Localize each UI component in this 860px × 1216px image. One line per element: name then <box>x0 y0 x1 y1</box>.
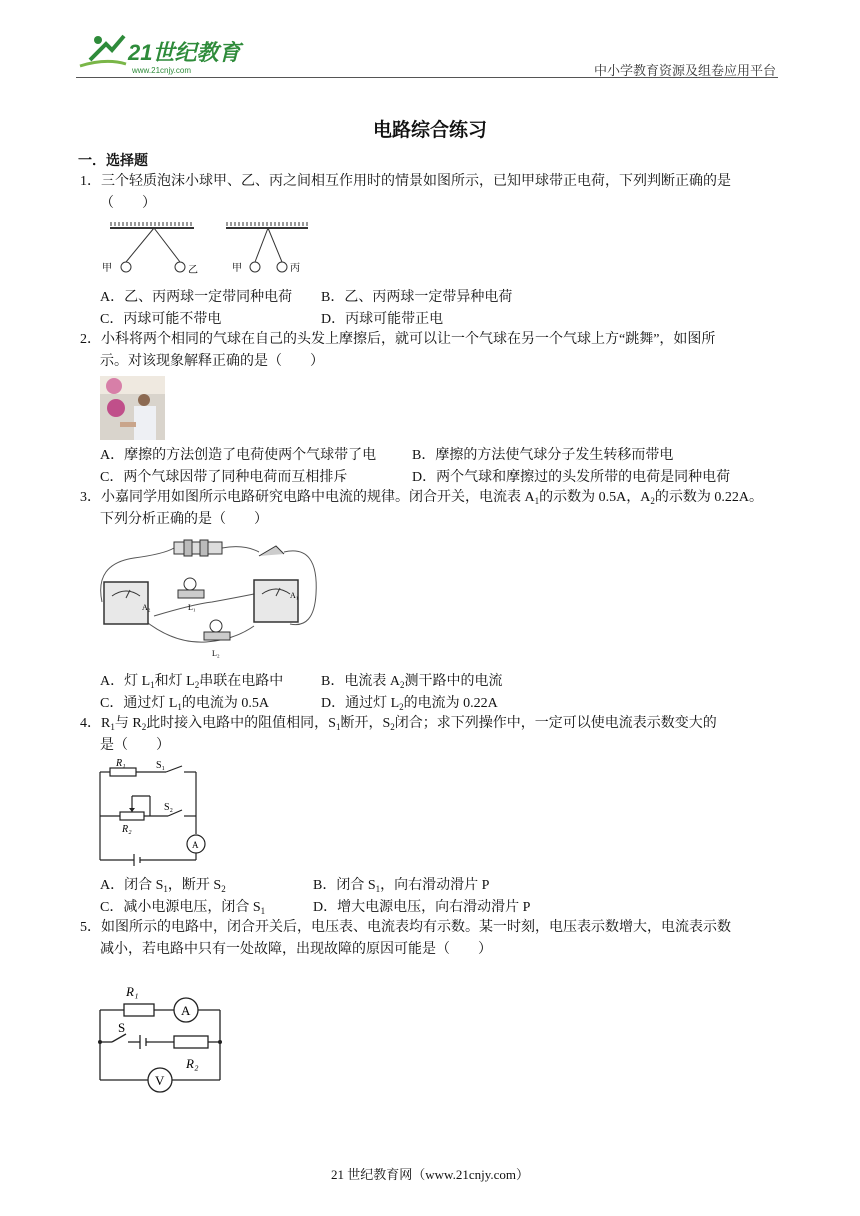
q1-figure <box>98 222 318 283</box>
q3-stem-line1: 3．小嘉同学用如图所示电路研究电路中电流的规律。闭合开关，电流表 $A_1$的示数为 0.5A，$A_2$的示数为 0.22A。 <box>80 490 763 506</box>
page-footer: 21 世纪教育网（www.21cnjy.com） <box>331 1167 529 1182</box>
q4-stem-line1: 4．$R_1$与 $R_2$此时接入电路中的阻值相同，$S_1$断开，$S_2$闭合；求下列操作中，一定可以使电流表示数变大的 <box>80 716 717 732</box>
q3-option-a[interactable]: A．灯 $L_1$和灯 $L_2$串联在电路中 <box>100 674 284 690</box>
q2-stem-line1: 2．小科将两个相同的气球在自己的头发上摩擦后，就可以让一个气球在另一个气球上方“跳舞”，如图所 <box>80 332 716 347</box>
q1-option-d[interactable]: D．丙球可能带正电 <box>321 312 444 327</box>
section-heading: 一．选择题 <box>78 154 148 169</box>
q1-fig-label-bing: 丙 <box>290 263 300 274</box>
q5-stem-line1: 5．如图所示的电路中，闭合开关后，电压表、电流表均有示数。某一时刻，电压表示数增大，电流表示数 <box>80 920 731 935</box>
logo-url: www.21cnjy.com <box>132 66 191 75</box>
q4-fig-label-r2: R₂ <box>122 824 132 835</box>
q1-fig-label-jia2: 甲 <box>232 263 242 274</box>
page-title: 电路综合练习 <box>372 120 487 141</box>
q4-fig-label-s2: S₂ <box>164 802 174 813</box>
q1-stem-line2: （ ） <box>100 196 156 211</box>
q4-option-d[interactable]: D．增大电源电压，向右滑动滑片 P <box>313 900 531 915</box>
q1-fig-label-jia: 甲 <box>102 263 112 274</box>
q3-option-b[interactable]: B．电流表 $A_2$测干路中的电流 <box>321 674 503 690</box>
q2-option-c[interactable]: C．两个气球因带了同种电荷而互相排斥 <box>100 470 348 485</box>
q3-option-d[interactable]: D．通过灯 $L_2$的电流为 0.22A <box>321 696 498 712</box>
q1-option-c[interactable]: C．丙球可能不带电 <box>100 312 222 327</box>
q4-fig-label-s1: S₁ <box>156 760 166 771</box>
q1-option-a[interactable]: A．乙、丙两球一定带同种电荷 <box>100 290 293 305</box>
q5-circuit-figure <box>94 976 234 1101</box>
q4-option-a[interactable]: A．闭合 $S_1$，断开 $S_2$ <box>100 878 226 894</box>
q2-option-d[interactable]: D．两个气球和摩擦过的头发所带的电荷是同种电荷 <box>412 470 731 485</box>
q5-fig-label-voltmeter: V <box>155 1073 165 1088</box>
q4-circuit-figure <box>94 756 214 871</box>
q3-fig-label-l2: L₂ <box>212 649 220 658</box>
q5-fig-label-r1: R₁ <box>126 984 139 999</box>
q5-fig-label-ammeter: A <box>181 1003 191 1018</box>
q4-option-b[interactable]: B．闭合 $S_1$，向右滑动滑片 P <box>313 878 490 894</box>
q5-fig-label-r2: R₂ <box>186 1056 199 1071</box>
q2-option-b[interactable]: B．摩擦的方法使气球分子发生转移而带电 <box>412 448 674 463</box>
q4-fig-label-ammeter: A <box>192 840 199 850</box>
q1-fig-label-yi: 乙 <box>188 265 198 276</box>
q3-option-c[interactable]: C．通过灯 $L_1$的电流为 0.5A <box>100 696 270 712</box>
q2-option-a[interactable]: A．摩擦的方法创造了电荷使两个气球带了电 <box>100 448 377 463</box>
q4-option-c[interactable]: C．减小电源电压，闭合 $S_1$ <box>100 900 266 916</box>
q2-stem-line2: 示。对该现象解释正确的是（ ） <box>100 354 324 369</box>
q1-stem-line1: 1．三个轻质泡沫小球甲、乙、丙之间相互作用时的情景如图所示，已知甲球带正电荷，下列判断正确的是 <box>80 174 731 189</box>
q3-fig-label-a2: A₂ <box>142 603 151 612</box>
q1-option-b[interactable]: B．乙、丙两球一定带异种电荷 <box>321 290 513 305</box>
q5-fig-label-s: S <box>118 1020 126 1035</box>
q3-fig-label-a1: A₁ <box>290 591 299 600</box>
q3-circuit-figure <box>94 534 324 669</box>
q3-stem-line2: 下列分析正确的是（ ） <box>100 512 268 527</box>
q4-fig-label-r1: R₁ <box>116 758 126 769</box>
q2-photo <box>100 376 165 445</box>
site-logo <box>76 30 251 78</box>
logo-text: 21世纪教育 <box>128 40 241 65</box>
header-divider <box>76 77 778 78</box>
q5-stem-line2: 减小，若电路中只有一处故障，出现故障的原因可能是（ ） <box>100 942 492 957</box>
q4-stem-line2: 是（ ） <box>100 738 170 753</box>
q3-fig-label-l1: L₁ <box>188 603 196 612</box>
platform-name: 中小学教育资源及组卷应用平台 <box>593 63 776 78</box>
